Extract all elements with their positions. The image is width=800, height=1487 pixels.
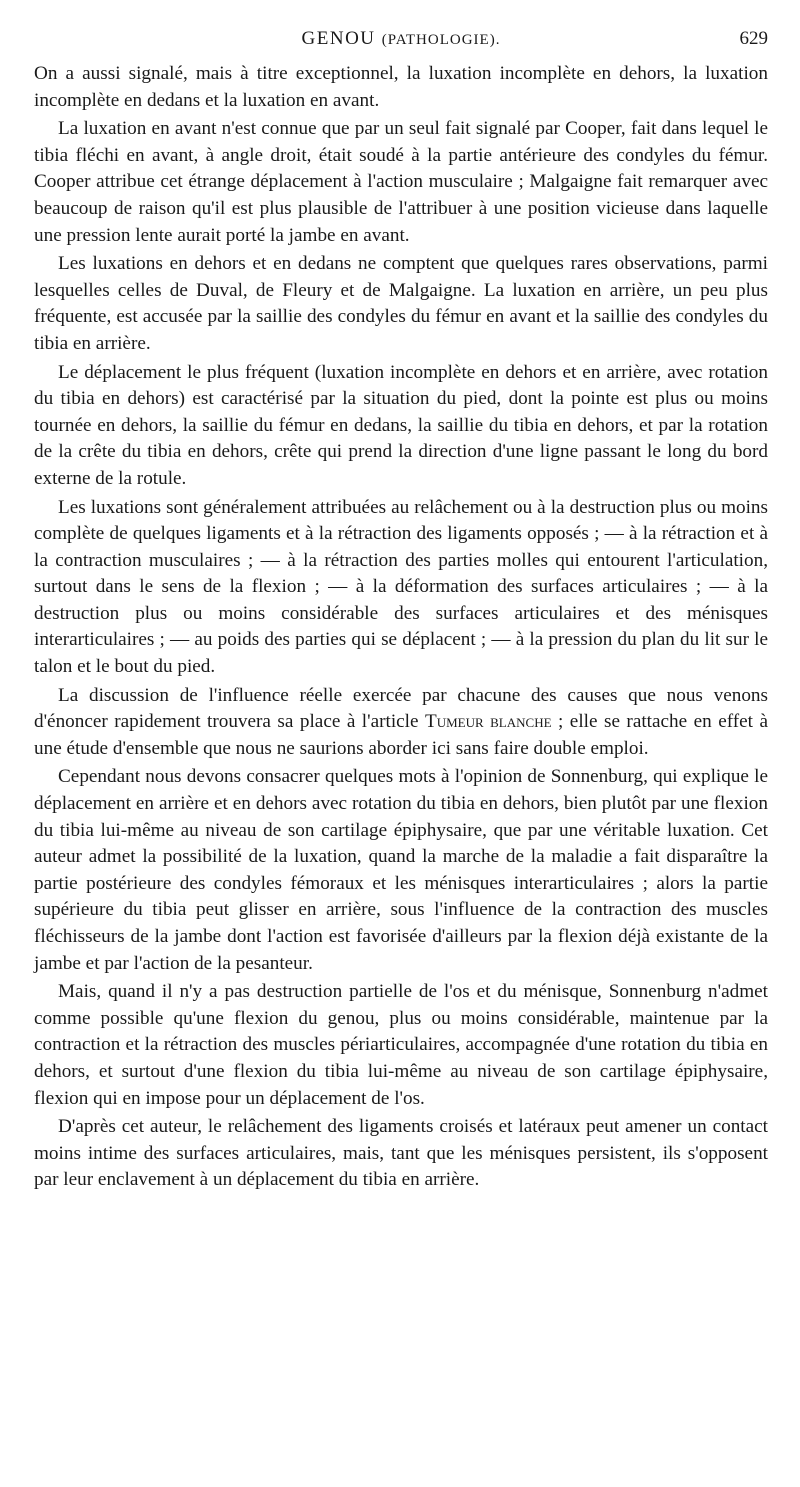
paragraph: Les luxations sont généralement attribuées au relâchement ou à la destruction plus ou moins complète de quelques ligaments et à la rétraction des ligaments opposés ; — à la rétraction et à la contraction musculaires ; — à la rétraction des parties molles qui entourent l'articulation, surtout dans le sens de la flexion ; — à la déformation des surfaces articulaires ; — à la destruction plus ou moins considérable des surfaces articulaires et des ménisques interarticulaires ; — au poids des parties qui se déplacent ; — à la pression du plan du lit sur le talon et le bout du pied. [34, 496, 768, 678]
paragraph: Mais, quand il n'y a pas destruction partielle de l'os et du ménisque, Sonnenburg n'admet comme possible qu'une flexion du genou, plus ou moins considérable, maintenue par la contraction et la rétraction des muscles périarticulaires, accompagnée d'une rotation du tibia en dehors, et surtout d'une flexion du tibia lui-même au niveau de son cartilage épiphysaire, flexion qui en impose pour un déplacement de l'os. [34, 981, 768, 1109]
paragraph: Les luxations en dehors et en dedans ne comptent que quelques rares observations, parmi lesquelles celles de Duval, de Fleury et de Malgaigne. La luxation en arrière, un peu plus fréquente, est accusée par la saillie des condyles du fémur en avant et la saillie des condyles du tibia en arrière. [34, 253, 768, 354]
paragraph: On a aussi signalé, mais à titre exceptionnel, la luxation incomplète en dehors, la luxation incomplète en dedans et la luxation en avant. [34, 63, 768, 111]
paragraph-text: ; elle se rattache en effet à une étude d'ensemble que nous ne saurions aborder ici sans faire double emploi. [34, 711, 768, 759]
paragraph-text: La discussion de l'influence réelle exercée par chacune des causes que nous venons d'énoncer rapidement trouvera sa place à l'article [34, 684, 768, 733]
page-number: 629 [739, 28, 768, 49]
article-reference: Tumeur blanche [425, 711, 552, 733]
running-title [34, 28, 768, 50]
paragraph: Le déplacement le plus fréquent (luxation incomplète en dehors et en arrière, avec rotation du tibia en dehors) est caractérisé par la situation du pied, dont la pointe est plus ou moins tournée en dehors, la saillie du fémur en dedans, la saillie du tibia en dehors, et par la rotation de la crête du tibia en dehors, crête qui prend la direction d'une ligne passant le long du bord externe de la rotule. [34, 361, 768, 489]
paragraph: La luxation en avant n'est connue que par un seul fait signalé par Cooper, fait dans lequel le tibia fléchi en avant, à angle droit, était soudé à la partie antérieure des condyles du fémur. Cooper attribue cet étrange déplacement à l'action musculaire ; Malgaigne fait remarquer avec beaucoup de raison qu'il est plus plausible de l'attribuer à une position vicieuse dans laquelle une pression lente aurait porté la jambe en avant. [34, 118, 768, 246]
paragraph [34, 683, 768, 763]
running-title-main: GENOU [301, 28, 376, 49]
body-text [34, 61, 768, 1196]
paragraph: D'après cet auteur, le relâchement des ligaments croisés et latéraux peut amener un contact moins intime des surfaces articulaires, mais, tant que les ménisques persistent, ils s'opposent par leur enclavement à un déplacement du tibia en arrière. [34, 1116, 768, 1191]
paragraph: Cependant nous devons consacrer quelques mots à l'opinion de Sonnenburg, qui explique le déplacement en arrière et en dehors avec rotation du tibia en dehors, bien plutôt par une flexion du tibia lui-même au niveau de son cartilage épiphysaire, que par une véritable luxation. Cet auteur admet la possibilité de la luxation, quand la marche de la maladie a fait disparaître la partie postérieure des condyles fémoraux et les ménisques interarticulaires ; alors la partie supérieure du tibia peut glisser en arrière, sous l'influence de la contraction des muscles fléchisseurs de la jambe dont l'action est favorisée d'ailleurs par la flexion déjà existante de la jambe et par l'action de la pesanteur. [34, 766, 768, 974]
running-title-subtitle: (PATHOLOGIE). [381, 32, 501, 48]
page-header [34, 28, 768, 56]
